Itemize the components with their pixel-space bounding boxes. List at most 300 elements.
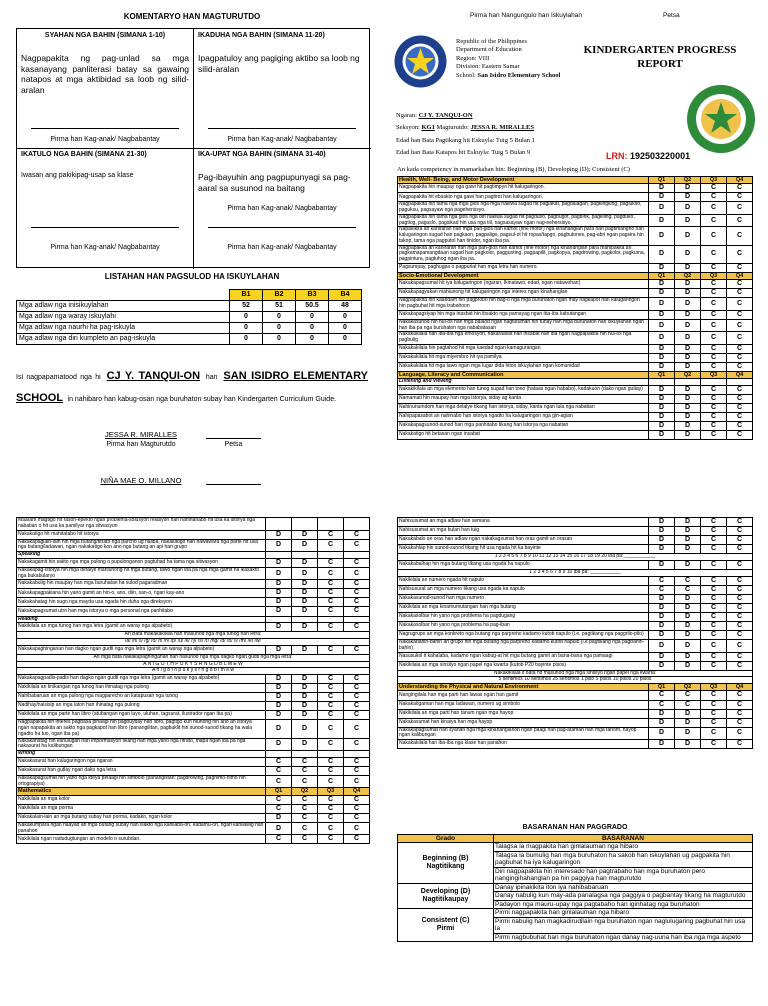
- competency-mark: D: [675, 431, 701, 440]
- quarter-header: Q4: [727, 177, 753, 184]
- competency-mark: D: [266, 580, 292, 589]
- competency-mark: C: [727, 545, 753, 554]
- competency-mark: C: [344, 623, 370, 632]
- competency-mark: C: [292, 813, 318, 822]
- competency-mark: C: [344, 558, 370, 567]
- quarter-header: Q3: [701, 272, 727, 279]
- competency-mark: D: [292, 589, 318, 598]
- competency-text: Nakakapagsumat utro han mga istorya o mga personal nga panhitabo: [17, 607, 266, 616]
- competency-mark: C: [727, 691, 753, 700]
- competency-mark: C: [344, 757, 370, 766]
- competency-row: [17, 757, 370, 766]
- competency-text: Nagpapakita hin kaandam hin pagprobo hin bag-o nga mga buruhaton ngan may nagkapot han kalugaringon hin pagbuhat hit mga trabahoon: [398, 298, 649, 311]
- competency-mark: D: [266, 607, 292, 616]
- competency-mark: C: [344, 766, 370, 775]
- competency-text: Nadihay/naisisip an mga laton han ihinatag nga pulong: [17, 702, 266, 711]
- teacher-role: Pirma han Magturutdo: [106, 441, 176, 448]
- head-sig: Pirma han Nangungulo han Iskuylahan: [470, 12, 583, 19]
- comment-q3-text: Iwasan ang pakikipag-usap sa klase: [21, 172, 134, 179]
- note-text: An mga bata nakakapaghinganan han nasunod nga mga dagko ngan gudti nga mga letra:: [17, 654, 370, 661]
- section-header: [17, 616, 370, 623]
- quarter-header: [344, 751, 370, 758]
- grading-level-local: Nagtitikaupay: [422, 896, 469, 904]
- competency-mark: C: [318, 720, 344, 738]
- competency-row: [17, 693, 370, 702]
- competency-mark: D: [675, 227, 701, 245]
- competency-text: Nakakapagsumat hit iya kalugaringon (ngaran, Ikinatawo, edad, ngan natawohan): [398, 280, 649, 289]
- competency-mark: D: [675, 536, 701, 545]
- competency-mark: C: [649, 585, 675, 594]
- comment-grid: [16, 28, 370, 268]
- competency-text: Nakakapagsunod-sunod han mga panhitabo tikang han istorya nga nabatian: [398, 422, 649, 431]
- competency-mark: D: [266, 720, 292, 738]
- competency-mark: C: [701, 227, 727, 245]
- competency-text: Nakakakilala hit mga miyembro hit iya pamilya: [398, 353, 649, 362]
- comment-q2-title: IKADUHA NGA BAHIN (SIMANA 11-20): [198, 32, 325, 39]
- competency-text: Napakikita an kahiraran han mga pan-gios han kamot (fine motor) nga kinahanglan para han pagtimangno han kalugaringon sugad han pagkaon, pagpaligo, pagsul-ot hit ropas/tapgo, pagbutones, pag-abri ngan pagsira hin takop, tama nga pagputol han tinidor, ngan iba pa.: [398, 227, 649, 245]
- competency-mark: D: [292, 567, 318, 580]
- competency-mark: C: [727, 652, 753, 661]
- competency-text: Nahisusumat an mga adlaw han semana: [398, 518, 649, 527]
- competency-mark: D: [675, 603, 701, 612]
- competency-text: Nakakapagsumat hin yano nga ideya pinaagi hin simbolo (panangilitan: pagdrowing, paghimo-himo hin ortograpiya): [17, 775, 266, 788]
- attendance-table: [16, 289, 362, 345]
- competency-text: Nakakabahin-bahin an grupo hin mga butang nga parpreho kadamo kutob napulo (i.e pagtikang nga pagbahin-bahin): [398, 640, 649, 653]
- competency-text: Nakakasurat han gutlay ngan dako nga letra: [17, 766, 266, 775]
- competency-text: Nangingilala han mga parti han lawas ngan han gamit: [398, 691, 649, 700]
- competency-mark: D: [266, 822, 292, 835]
- comment-q4-text: Pag-ibayuhin ang pagpupunyagi sa pag-aaral sa susunod na baitang: [198, 172, 351, 193]
- competency-mark: C: [727, 560, 753, 569]
- attendance-row: [17, 312, 362, 323]
- competency-mark: C: [701, 527, 727, 536]
- quarter-header: [727, 379, 753, 386]
- comment-q3-sig: Pirma han Kag-anak/ Nagbabantay: [50, 244, 160, 251]
- competency-mark: D: [649, 193, 675, 202]
- competency-row: [17, 580, 370, 589]
- competency-mark: C: [701, 404, 727, 413]
- grading-title: BASARANAN HAN PAGGRADO: [522, 824, 628, 831]
- school-name: San Isidro Elementary School: [477, 71, 561, 79]
- competency-row: [398, 202, 753, 215]
- competency-text: Nakikilala an mga kinamumutangan han mga butang: [398, 603, 649, 612]
- competency-mark: C: [344, 539, 370, 552]
- competency-mark: C: [701, 310, 727, 319]
- competency-row: [398, 576, 753, 585]
- comments-title: KOMENTARYO HAN MAGTURUTDO: [123, 12, 261, 21]
- attendance-label: Mga adlaw nga inisikuylahan: [17, 301, 230, 312]
- competency-row: [17, 738, 370, 751]
- competency-mark: C: [701, 709, 727, 718]
- grading-basis: Danay nabulig kun may-ada panalagsa nga paggiya o pagbantay tikang ha magturutdo: [494, 892, 753, 900]
- competency-row: [398, 280, 753, 289]
- competency-row: [398, 245, 753, 263]
- competency-text: Nakikilala an tinikangan nga tunog han ihinatag nga pulong: [17, 684, 266, 693]
- quarter-header: Q4: [727, 684, 753, 691]
- competency-text: Nagpapakita hit ebsakto nga gawi han pagtirot han kalugaringon.: [398, 193, 649, 202]
- competency-mark: D: [649, 363, 675, 372]
- cert-mid: han: [205, 374, 218, 381]
- competency-mark: C: [266, 804, 292, 813]
- competency-text: Nakakapagyakan mahiunong hit kalugaringon nga interes ngan kinahanglan: [398, 289, 649, 298]
- grading-basis: Padayon nga mauru-upay nga pagtabaho han iginhatag nga buruhaton: [494, 900, 753, 908]
- competency-mark: D: [675, 353, 701, 362]
- competency-mark: C: [727, 431, 753, 440]
- competency-mark: C: [701, 413, 727, 422]
- lrn-label: LRN:: [606, 151, 628, 161]
- attendance-cell: 52: [230, 301, 263, 312]
- note-text: 5 sentimos 10 sentimos 25 sentimos 1 piso 5 pisos 10 pisos 20 pisos: [398, 677, 753, 684]
- comment-q1-title: SYAHAN NGA BAHIN (SIMANA 1-10): [44, 32, 166, 39]
- competency-table-right-bottom: [397, 517, 753, 749]
- competency-text: Nakakabalhap hin mga butang tikang usa ngada ha napulo: [398, 560, 649, 569]
- quarter-header: Q2: [675, 177, 701, 184]
- grading-level-local: Pirmi: [436, 925, 455, 933]
- competency-mark: C: [266, 766, 292, 775]
- competency-mark: C: [727, 404, 753, 413]
- competency-row: [17, 804, 370, 813]
- competency-mark: C: [701, 640, 727, 653]
- competency-mark: C: [701, 631, 727, 640]
- grading-header: [398, 835, 753, 843]
- competency-row: [398, 661, 753, 670]
- competency-mark: C: [318, 623, 344, 632]
- competency-mark: C: [344, 813, 370, 822]
- competency-mark: [292, 518, 318, 531]
- competency-mark: D: [649, 718, 675, 727]
- competency-mark: C: [318, 711, 344, 720]
- section-title: Socio-Emotional Development: [398, 272, 649, 279]
- competency-mark: C: [318, 835, 344, 844]
- note-text: An Bata makakakilala han masunod nga mga tunog han letra:: [17, 632, 370, 639]
- competency-mark: D: [266, 558, 292, 567]
- competency-mark: D: [675, 527, 701, 536]
- section-header: [398, 177, 753, 184]
- competency-table-right-top: [397, 176, 753, 440]
- competency-text: Nakikilala an numero ngada hit napulo: [398, 576, 649, 585]
- competency-mark: C: [727, 363, 753, 372]
- section-title: Reading: [17, 616, 266, 623]
- competency-mark: D: [266, 675, 292, 684]
- report-title-2: REPORT: [637, 58, 683, 71]
- competency-row: [17, 675, 370, 684]
- competency-mark: D: [649, 727, 675, 740]
- competency-mark: C: [318, 598, 344, 607]
- competency-text: Nakakakilala hit mga tawo ngan mga lugar dida hiton iskuylahan ngan komunidad: [398, 363, 649, 372]
- competency-row: [17, 822, 370, 835]
- competency-mark: C: [701, 202, 727, 215]
- competency-text: Nakikilala an mga kolor: [17, 795, 266, 804]
- competency-mark: C: [701, 727, 727, 740]
- competency-mark: D: [292, 530, 318, 539]
- competency-text: Nakikilala an mga porma: [17, 804, 266, 813]
- competency-mark: D: [266, 589, 292, 598]
- competency-mark: D: [292, 607, 318, 616]
- competency-mark: C: [727, 202, 753, 215]
- competency-mark: D: [675, 395, 701, 404]
- competency-mark: C: [701, 289, 727, 298]
- competency-row: [17, 567, 370, 580]
- competency-mark: [318, 518, 344, 531]
- competency-row: [398, 527, 753, 536]
- competency-mark: D: [649, 395, 675, 404]
- grading-basis: Danay ipinakikita iton iya nahibabaruan: [494, 883, 753, 891]
- competency-row: [398, 431, 753, 440]
- school-logo-icon: [686, 84, 756, 154]
- competency-text: Nahisusumat an mga bulan han tuig: [398, 527, 649, 536]
- competency-text: Nakakapagsumat han syahan nga mga kinahanglanon ngan paagi han pag-ataman han mga tanom, hayop ngan kalibungan: [398, 727, 649, 740]
- competency-mark: C: [727, 585, 753, 594]
- competency-text: Maaram magtigo hit rason-epekto ngan problema-solusyon relasyon han nahinanabo hit usa ka istorya nga nabatian o hit usa ka pamilyar nga sitwasyon: [17, 518, 266, 531]
- competency-text: Nakakasolbar hin yano nga problema ha pag-iban: [398, 621, 649, 630]
- competency-mark: D: [649, 640, 675, 653]
- competency-mark: C: [701, 576, 727, 585]
- competency-mark: C: [727, 518, 753, 527]
- competency-mark: D: [675, 740, 701, 749]
- competency-row: [398, 594, 753, 603]
- competency-mark: C: [727, 527, 753, 536]
- competency-row: [398, 404, 753, 413]
- attendance-title: LISTAHAN HAN PAGSULOD HA ISKUYLAHAN: [104, 272, 280, 281]
- grading-basis: Pirmi nagpapakita han ginlalauman nga hibaro: [494, 909, 753, 917]
- competency-mark: D: [649, 560, 675, 569]
- competency-mark: D: [292, 623, 318, 632]
- grading-level: [398, 843, 494, 883]
- competency-row: [398, 518, 753, 527]
- competency-mark: D: [649, 319, 675, 332]
- competency-mark: C: [318, 580, 344, 589]
- competency-mark: C: [318, 607, 344, 616]
- competency-mark: D: [649, 740, 675, 749]
- competency-mark: C: [292, 804, 318, 813]
- competency-mark: C: [727, 280, 753, 289]
- competency-row: [398, 612, 753, 621]
- attendance-row: [17, 334, 362, 345]
- competency-row: [398, 184, 753, 193]
- note-text: 1 2 3 4 5 6 7 8 9 10 11 12 13 14 15 16 17 18 19 20 iba pa: ___________: [398, 554, 753, 561]
- competency-mark: C: [727, 640, 753, 653]
- competency-row: [17, 775, 370, 788]
- competency-mark: D: [292, 645, 318, 654]
- quarter-header: Q3: [701, 177, 727, 184]
- competency-row: [398, 709, 753, 718]
- competency-mark: C: [649, 576, 675, 585]
- quarter-header: Q1: [649, 177, 675, 184]
- competency-text: Nakakasumat han kinaiya han mga hayop: [398, 718, 649, 727]
- attendance-cell: 0: [296, 334, 329, 345]
- competency-mark: D: [649, 594, 675, 603]
- competency-mark: D: [675, 709, 701, 718]
- competency-text: Nakakahlap hin sunod-sunod tikang hit usa ngada hit ka bayinte: [398, 545, 649, 554]
- competency-text: Nahibabaruan an mga pulong nga magparecho an katapusan nga tunog: [17, 693, 266, 702]
- attendance-cell: 0: [263, 323, 296, 334]
- quarter-header: Q4: [344, 788, 370, 795]
- competency-mark: C: [318, 795, 344, 804]
- competency-mark: C: [701, 621, 727, 630]
- division-text: Division: Eastern Samar: [456, 63, 520, 71]
- attendance-cell: 0: [329, 323, 362, 334]
- section-header: [17, 751, 370, 758]
- competency-mark: D: [649, 536, 675, 545]
- competency-mark: [266, 518, 292, 531]
- competency-mark: D: [649, 709, 675, 718]
- competency-mark: C: [675, 585, 701, 594]
- competency-mark: C: [344, 795, 370, 804]
- competency-mark: D: [675, 319, 701, 332]
- competency-mark: D: [292, 558, 318, 567]
- competency-mark: D: [675, 289, 701, 298]
- competency-mark: C: [701, 214, 727, 227]
- competency-text: Nagpapakita hin maupay nga gawi hit pagtimpyo hit kalugaringon.: [398, 184, 649, 193]
- note-text: /a/ /n/ /i/ /g/ /o/ /t/ /h/ /p/ /u/ /k/ /y/ /s/ /r/ /ng/ /d/ /b/ /l/ /m/ /e/ /w/: [17, 639, 370, 646]
- competency-text: Nakakasurat han kalugaringon nga ngaran: [17, 757, 266, 766]
- competency-text: Pagsumpay, paghugpa o pagpuriat han mga letra han numero.: [398, 263, 649, 272]
- comment-q3: [21, 151, 189, 251]
- competency-mark: C: [701, 344, 727, 353]
- competency-mark: D: [649, 353, 675, 362]
- comment-q2: [198, 32, 366, 143]
- student-info: [396, 110, 535, 159]
- competency-mark: D: [266, 738, 292, 751]
- competency-mark: D: [266, 684, 292, 693]
- competency-mark: D: [649, 386, 675, 395]
- competency-row: [398, 363, 753, 372]
- competency-mark: D: [675, 202, 701, 215]
- grading-level-name: Beginning (B): [422, 855, 469, 863]
- quarter-header: Q3: [701, 684, 727, 691]
- grading-row: [398, 883, 753, 891]
- competency-mark: D: [292, 693, 318, 702]
- competency-text: Namamati hin maupay han mga istorya, siday ag kanta: [398, 395, 649, 404]
- competency-mark: C: [318, 804, 344, 813]
- competency-text: Nakakikilala an mga elemento han tunog sugad han tono (hataas ngan hababo), kadakuon (dako ngan gutiay): [398, 386, 649, 395]
- competency-mark: D: [649, 310, 675, 319]
- quarter-header: Q1: [266, 788, 292, 795]
- competency-row: [398, 691, 753, 700]
- competency-mark: C: [727, 661, 753, 670]
- competency-mark: D: [675, 386, 701, 395]
- competency-row: [398, 298, 753, 311]
- competency-mark: C: [318, 693, 344, 702]
- attendance-label: Mga adlaw nga waray iskuylahi: [17, 312, 230, 323]
- competency-mark: D: [675, 413, 701, 422]
- quarter-header: [318, 751, 344, 758]
- competency-text: Nakikilala an mga tunog han mga letra (gamit an waray nga alpabeto): [17, 623, 266, 632]
- competency-row: [398, 332, 753, 345]
- comment-q2-text: Ipagpatuloy ang pagiging aktibo sa loob ng silid-aralan: [198, 53, 360, 74]
- competency-row: [17, 795, 370, 804]
- quarter-header: [292, 552, 318, 559]
- comment-q4-sig2: Pirma han Kag-anak/ Nagbabantay: [227, 244, 337, 251]
- republic-text: Republic of the Philippines: [456, 38, 527, 45]
- competency-row: [398, 536, 753, 545]
- grading-head-basis: BASARANAN: [494, 835, 753, 843]
- competency-mark: D: [675, 214, 701, 227]
- competency-mark: D: [266, 567, 292, 580]
- grading-row: [398, 843, 753, 851]
- note-row: [398, 569, 753, 576]
- comment-q4-sig: Pirma han Kag-anak/ Nagbabantay: [227, 205, 337, 212]
- competency-mark: D: [649, 413, 675, 422]
- competency-mark: C: [344, 589, 370, 598]
- competency-mark: C: [266, 835, 292, 844]
- competency-mark: C: [701, 560, 727, 569]
- competency-text: Nakakahatag hin sugo nga mayda usa ngada hin duha nga direksyon: [17, 598, 266, 607]
- competency-mark: D: [649, 344, 675, 353]
- competency-row: [398, 422, 753, 431]
- competency-mark: C: [727, 193, 753, 202]
- comment-q1: [21, 32, 189, 143]
- attendance-h2: B2: [263, 290, 296, 301]
- section-header: [398, 379, 753, 386]
- competency-mark: D: [675, 631, 701, 640]
- section-header: [398, 684, 753, 691]
- competency-table-left-bottom: [16, 517, 370, 844]
- competency-text: Nakakapagsiyap hin mga inasbat hin ibsakto nga pamayag ngan iba-iba kabutangan: [398, 310, 649, 319]
- competency-text: Nakikilala an mga sinsilyo ngan papel nga kwarta (kutob P20 bayinte pisos): [398, 661, 649, 670]
- competency-mark: C: [318, 530, 344, 539]
- competency-mark: D: [266, 598, 292, 607]
- competency-mark: D: [266, 813, 292, 822]
- comment-q1-sig: Pirma han Kag-anak/ Nagbabantay: [50, 136, 160, 143]
- competency-mark: C: [727, 263, 753, 272]
- principal-name: NIÑA MAE O. MILLANO: [100, 476, 182, 485]
- competency-mark: C: [701, 585, 727, 594]
- competency-row: [398, 413, 753, 422]
- attendance-label: Mga adlaw nga naurhi ha pag-iskuyla: [17, 323, 230, 334]
- competency-mark: C: [344, 711, 370, 720]
- competency-mark: D: [649, 621, 675, 630]
- quarter-header: [266, 751, 292, 758]
- competency-row: [398, 386, 753, 395]
- competency-mark: D: [292, 720, 318, 738]
- competency-mark: C: [701, 422, 727, 431]
- competency-mark: C: [727, 395, 753, 404]
- competency-mark: D: [675, 184, 701, 193]
- section-title: Language, Literacy and Communication: [398, 372, 649, 379]
- competency-mark: C: [701, 612, 727, 621]
- cert-pre: Isi nagpapamatood nga hi: [16, 374, 101, 381]
- grading-level: [398, 909, 494, 942]
- competency-mark: D: [292, 539, 318, 552]
- competency-mark: D: [649, 227, 675, 245]
- competency-row: [17, 684, 370, 693]
- competency-mark: C: [649, 691, 675, 700]
- competency-mark: C: [727, 227, 753, 245]
- competency-mark: D: [649, 184, 675, 193]
- note-text: A n i g o t h p u k y s r n g d b l m e w: [17, 668, 370, 675]
- competency-mark: D: [675, 594, 701, 603]
- competency-text: Nakakapaghinganan han dagko ngan gudti nga mga letra (gamit an waray nga alpabeto): [17, 645, 266, 654]
- competency-row: [398, 740, 753, 749]
- attendance-cell: 0: [263, 312, 296, 323]
- competency-mark: C: [701, 536, 727, 545]
- competency-text: Nakakasunod-sunod han mga numero: [398, 594, 649, 603]
- competency-mark: D: [266, 623, 292, 632]
- competency-mark: C: [701, 363, 727, 372]
- competency-mark: D: [649, 298, 675, 311]
- competency-mark: C: [318, 813, 344, 822]
- competency-row: [398, 718, 753, 727]
- competency-mark: C: [701, 718, 727, 727]
- competency-mark: C: [701, 594, 727, 603]
- competency-text: Nakikilala an mga parti han tanum ngan mga hayop: [398, 709, 649, 718]
- competency-text: Nakakabalo an oras han adlaw ngan nakakagsumat han oras gamit an orasan: [398, 536, 649, 545]
- competency-mark: C: [266, 775, 292, 788]
- grading-level-name: Developing (D): [420, 887, 471, 895]
- competency-mark: C: [318, 558, 344, 567]
- competency-mark: C: [318, 738, 344, 751]
